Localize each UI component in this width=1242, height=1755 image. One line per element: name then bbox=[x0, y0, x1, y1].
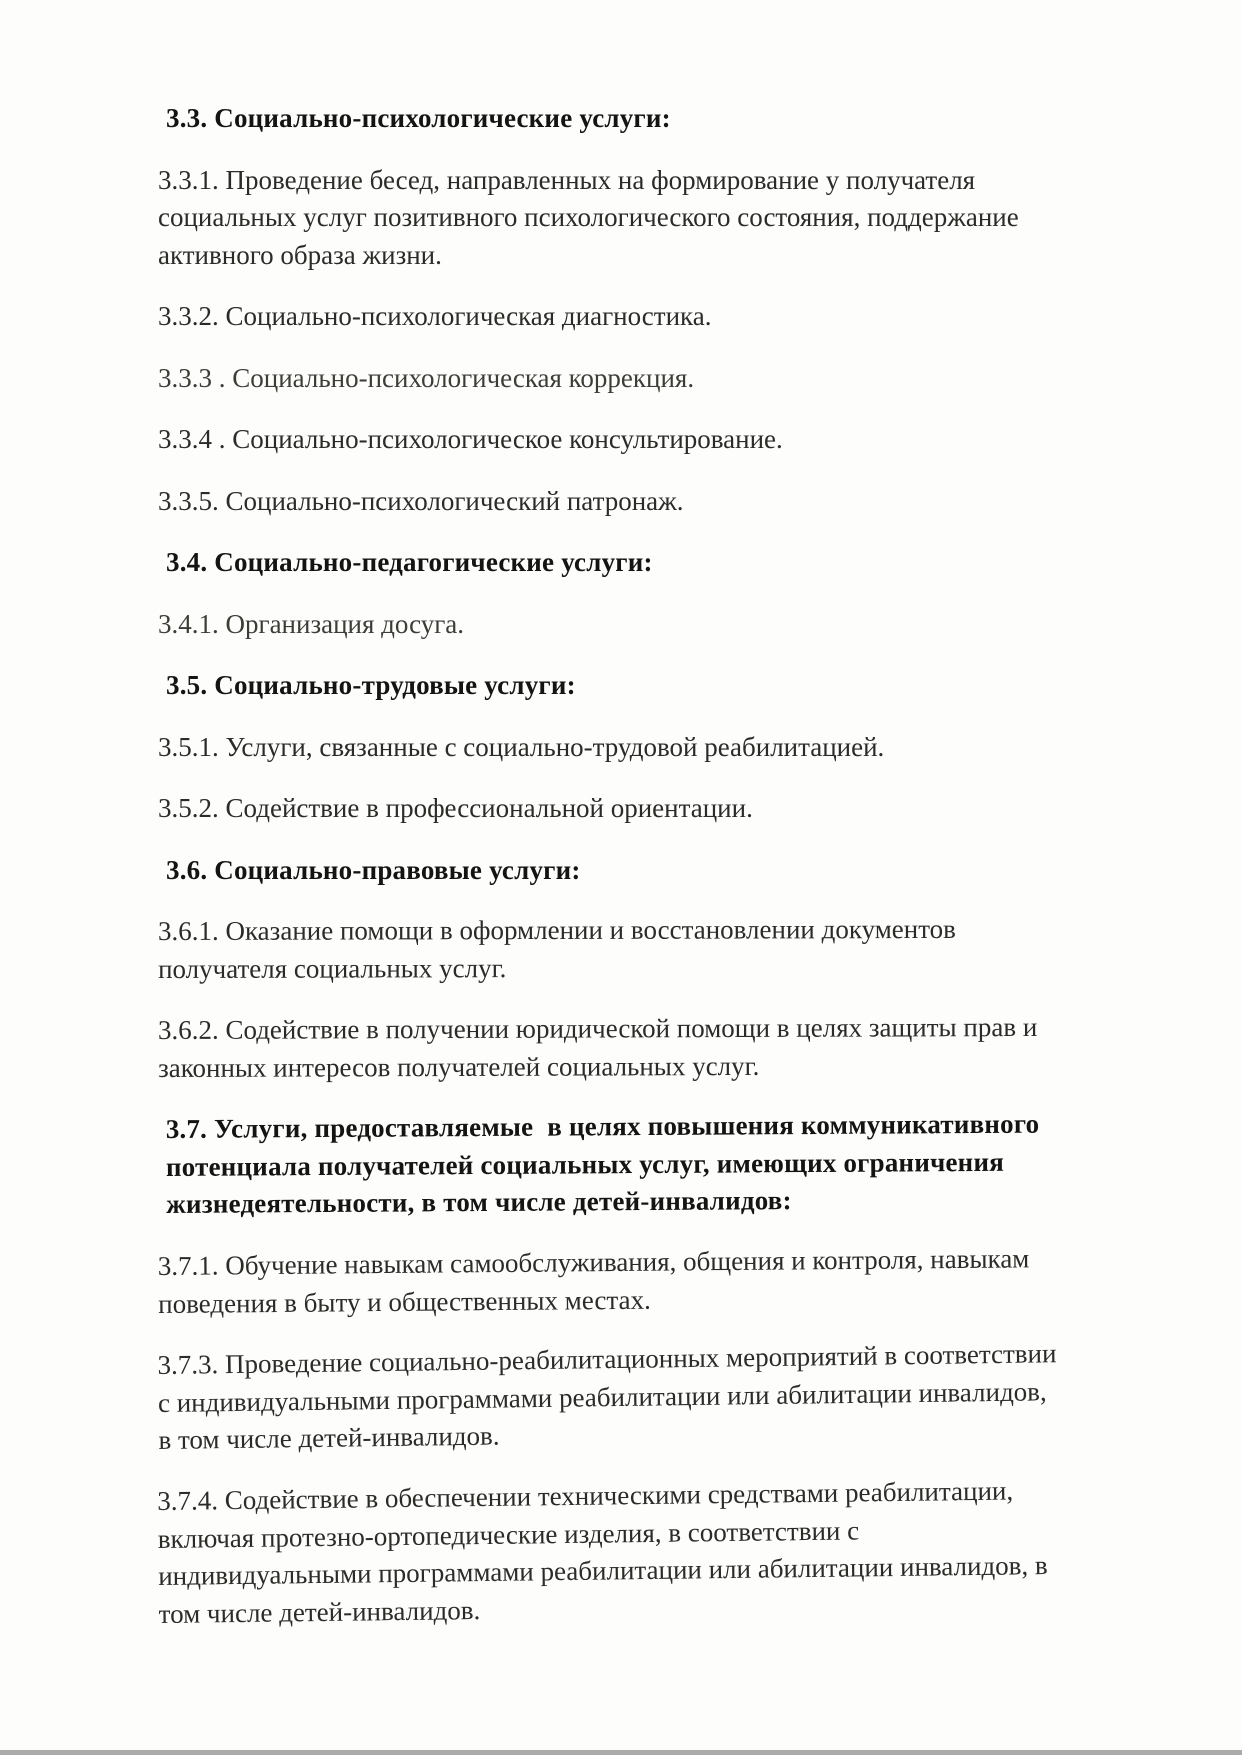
para-3-3-2 bbox=[158, 298, 1208, 336]
heading-3-5 bbox=[158, 667, 1208, 705]
text-line: 3.3.3 . Социально-психологическая коррекция. bbox=[158, 362, 695, 393]
text-line: 3.5.2. Содействие в профессиональной ориентации. bbox=[158, 793, 753, 823]
para-3-7-3 bbox=[157, 1333, 1208, 1459]
para-3-7-4 bbox=[157, 1470, 1209, 1633]
text-line: жизнедеятельности, в том числе детей-инвалидов: bbox=[166, 1185, 792, 1219]
text-line: 3.4. Социально-педагогические услуги: bbox=[166, 547, 653, 577]
text-line: 3.7. Услуги, предоставляемые в целях повышения коммуникативного bbox=[165, 1108, 1040, 1144]
text-line: 3.3.5. Социально-психологический патронаж. bbox=[158, 485, 684, 516]
text-line: 3.7.3. Проведение социально-реабилитационных мероприятий в соответствии bbox=[157, 1337, 1057, 1380]
scan-bottom-edge bbox=[0, 1750, 1242, 1755]
text-line: поведения в быту и общественных местах. bbox=[158, 1283, 651, 1318]
heading-3-7 bbox=[158, 1105, 1209, 1224]
text-line: 3.7.1. Обучение навыкам самообслуживания, общения и контроля, навыкам bbox=[157, 1242, 1030, 1281]
text-line: 3.3.1. Проведение бесед, направленных на формирование у получателя bbox=[158, 164, 976, 195]
para-3-6-2 bbox=[158, 1008, 1208, 1087]
para-3-6-1 bbox=[158, 910, 1208, 988]
heading-3-4 bbox=[158, 544, 1208, 582]
text-line: 3.6. Социально-правовые услуги: bbox=[166, 854, 581, 885]
para-3-3-5 bbox=[158, 483, 1208, 521]
para-3-3-4 bbox=[158, 421, 1208, 459]
text-line: в том числе детей-инвалидов. bbox=[158, 1420, 500, 1455]
text-line: том числе детей-инвалидов. bbox=[158, 1594, 481, 1629]
text-line: получателя социальных услуг. bbox=[158, 952, 507, 984]
heading-3-3 bbox=[158, 100, 1208, 138]
para-3-3-1 bbox=[158, 162, 1208, 275]
text-line: 3.7.4. Содействие в обеспечении техническими средствами реабилитации, bbox=[157, 1475, 1014, 1517]
text-line: 3.6.2. Содействие в получении юридической помощи в целях защиты прав и bbox=[157, 1011, 1038, 1045]
text-line: 3.3. Социально-психологические услуги: bbox=[166, 103, 671, 133]
para-3-7-1 bbox=[158, 1238, 1209, 1322]
para-3-3-3 bbox=[158, 360, 1208, 398]
heading-3-6 bbox=[158, 852, 1208, 890]
text-line: социальных услуг позитивного психологического состояния, поддержание bbox=[158, 202, 1019, 232]
text-line: с индивидуальными программами реабилитации или абилитации инвалидов, bbox=[157, 1375, 1047, 1417]
text-line: активного образа жизни. bbox=[158, 239, 442, 270]
text-line: 3.4.1. Организация досуга. bbox=[158, 608, 465, 639]
text-line: включая протезно-ортопедические изделия, в соответствии с bbox=[157, 1514, 860, 1554]
text-line: 3.5.1. Услуги, связанные с социально-трудовой реабилитацией. bbox=[158, 731, 885, 762]
text-line: 3.3.4 . Социально-психологическое консультирование. bbox=[158, 424, 783, 454]
para-3-4-1 bbox=[158, 606, 1208, 644]
document-blocks bbox=[158, 100, 1208, 1657]
text-line: 3.5. Социально-трудовые услуги: bbox=[166, 670, 576, 700]
para-3-5-1 bbox=[158, 729, 1208, 767]
text-line: 3.3.2. Социально-психологическая диагностика. bbox=[158, 301, 712, 331]
text-line: 3.6.1. Оказание помощи в оформлении и восстановлении документов bbox=[157, 913, 956, 946]
text-line: индивидуальными программами реабилитации или абилитации инвалидов, в bbox=[158, 1550, 1048, 1591]
text-line: законных интересов получателей социальных услуг. bbox=[158, 1050, 760, 1083]
para-3-5-2 bbox=[158, 790, 1208, 828]
text-line: потенциала получателей социальных услуг, имеющих ограничения bbox=[165, 1146, 1005, 1182]
